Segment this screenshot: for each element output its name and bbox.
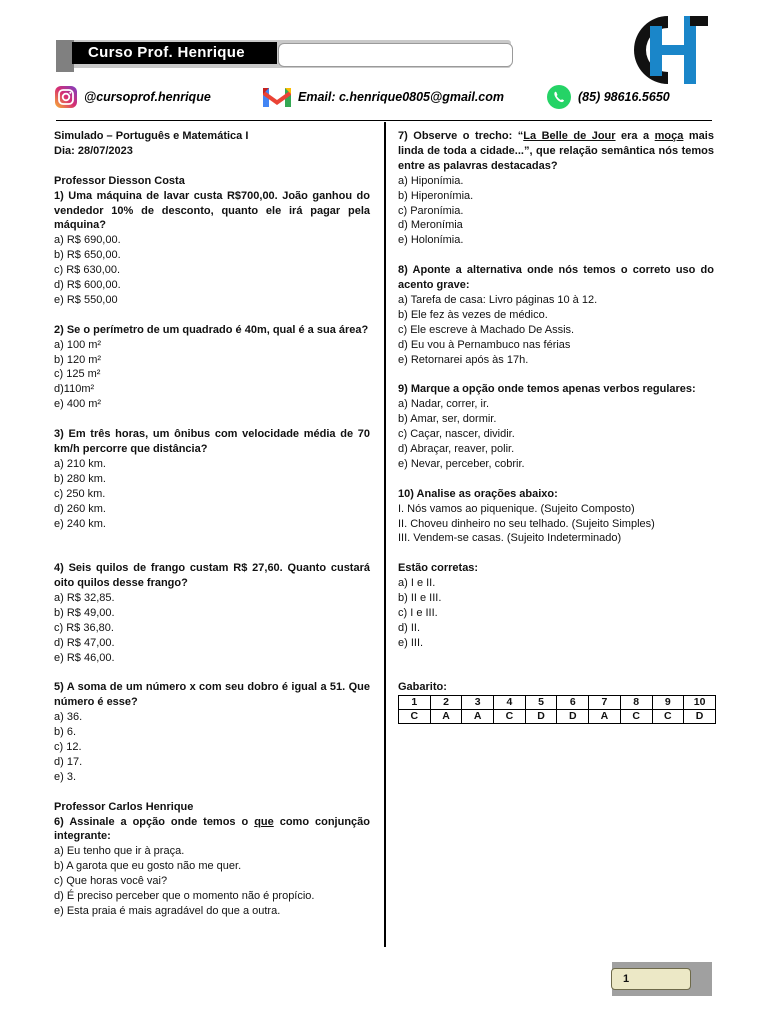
whatsapp-contact[interactable] — [546, 84, 670, 110]
option: a) R$ 32,85. — [54, 592, 115, 605]
option: e) R$ 46,00. — [54, 651, 115, 664]
option: a) Nadar, correr, ir. — [398, 398, 490, 411]
question-10-prompt: Estão corretas: — [398, 562, 479, 575]
option: a) 210 km. — [54, 457, 106, 470]
option: a) Tarefa de casa: Livro páginas 10 à 12. — [398, 293, 598, 306]
answer-key-answer: A — [462, 710, 494, 724]
option: c) Que horas você vai? — [54, 875, 168, 888]
option: b) 6. — [54, 726, 77, 739]
option: d) R$ 47,00. — [54, 636, 115, 649]
question-8: 8) Aponte a alternativa onde nós temos o correto uso do acento grave: — [398, 264, 714, 292]
question-6-options — [54, 844, 370, 919]
question-7-options — [398, 174, 714, 249]
option: d) É preciso perceber que o momento não é propício. — [54, 890, 315, 903]
instagram-contact[interactable] — [54, 84, 211, 110]
question-6-underlined-word: que — [254, 815, 274, 828]
question-6-text: 6) Assinale a opção onde temos o — [54, 815, 255, 828]
question-6 — [54, 815, 370, 845]
answer-key-number: 7 — [589, 696, 621, 710]
answer-key-number: 8 — [620, 696, 652, 710]
option: d) Meronímia — [398, 219, 463, 232]
option: e) Esta praia é mais agradável do que a outra. — [54, 905, 281, 918]
email-address: Email: c.henrique0805@gmail.com — [298, 90, 505, 104]
question-10: 10) Analise as orações abaixo: — [398, 487, 558, 500]
question-9-options — [398, 397, 714, 472]
statement: II. Choveu dinheiro no seu telhado. (Sujeito Simples) — [398, 517, 655, 530]
answer-key-table — [398, 695, 716, 724]
answer-key-number: 2 — [430, 696, 462, 710]
option: a) 36. — [54, 711, 83, 724]
answer-key-answer: C — [494, 710, 526, 724]
question-4: 4) Seis quilos de frango custam R$ 27,60. Quanto custará oito quilos desse frango? — [54, 562, 370, 590]
option: e) III. — [398, 636, 424, 649]
question-7-text: 7) Observe o trecho: “ — [398, 130, 524, 142]
exam-title: Simulado – Português e Matemática I — [54, 130, 249, 142]
option: b) 280 km. — [54, 472, 106, 485]
option: a) Hiponímia. — [398, 174, 464, 187]
option: a) Eu tenho que ir à praça. — [54, 845, 185, 858]
option: c) 12. — [54, 741, 82, 754]
option: d) Abraçar, reaver, polir. — [398, 443, 515, 455]
answer-key-answer: D — [684, 710, 716, 724]
option: a) I e II. — [398, 577, 436, 590]
option: d) 260 km. — [54, 502, 106, 515]
professor-name: Professor Carlos Henrique — [54, 800, 194, 813]
option: b) Amar, ser, dormir. — [398, 413, 497, 426]
instagram-icon — [54, 85, 78, 109]
question-9: 9) Marque a opção onde temos apenas verbos regulares: — [398, 383, 696, 396]
option: b) Hiperonímia. — [398, 189, 474, 202]
option: c) Paronímia. — [398, 204, 464, 217]
question-3: 3) Em três horas, um ônibus com velocidade média de 70 km/h percorre que distância? — [54, 428, 370, 455]
whatsapp-number: (85) 98616.5650 — [578, 90, 670, 104]
option: d) Eu vou à Pernambuco nas férias — [398, 338, 571, 351]
answer-key-answers-row — [399, 710, 716, 724]
option: c) Caçar, nascer, dividir. — [398, 428, 515, 441]
option: d) 17. — [54, 755, 83, 768]
option: a) 100 m² — [54, 338, 102, 351]
question-10-statements — [398, 502, 714, 547]
option: e) 3. — [54, 770, 77, 783]
question-1-options — [54, 233, 370, 308]
answer-key-numbers-row — [399, 696, 716, 710]
option: a) R$ 690,00. — [54, 234, 121, 247]
answer-key-number: 3 — [462, 696, 494, 710]
header-divider — [56, 120, 712, 121]
question-5: 5) A soma de um número x com seu dobro é igual a 51. Que número é esse? — [54, 681, 370, 709]
answer-key-number: 5 — [525, 696, 557, 710]
answer-key-answer: D — [525, 710, 557, 724]
whatsapp-icon — [546, 84, 572, 110]
option: e) R$ 550,00 — [54, 293, 118, 306]
ch-logo-icon — [628, 12, 712, 88]
page-number: 1 — [611, 968, 691, 990]
professor-name: Professor Diesson Costa — [54, 174, 185, 187]
answer-key-number: 4 — [494, 696, 526, 710]
answer-key-answer: A — [589, 710, 621, 724]
answer-key-answer: A — [430, 710, 462, 724]
question-7-text: era a — [615, 130, 655, 142]
email-contact[interactable] — [262, 84, 504, 110]
answer-key-number: 9 — [652, 696, 684, 710]
option: c) I e III. — [398, 606, 438, 619]
exam-date: Dia: 28/07/2023 — [54, 144, 133, 157]
instagram-handle: @cursoprof.henrique — [84, 90, 211, 104]
question-7-text: mais linda de toda a cidade...”, que relação semântica nós temos entre as palavras destacadas? — [398, 130, 714, 172]
question-10-options — [398, 576, 714, 651]
answer-key-answer: C — [620, 710, 652, 724]
option: e) Retornarei após às 17h. — [398, 353, 529, 366]
answer-key-answer: C — [652, 710, 684, 724]
option: c) Ele escreve à Machado De Assis. — [398, 323, 575, 336]
right-column — [398, 129, 714, 724]
question-4-options — [54, 591, 370, 666]
option: c) R$ 36,80. — [54, 621, 114, 634]
option: b) R$ 49,00. — [54, 606, 115, 619]
question-3-options — [54, 457, 370, 532]
option: c) 125 m² — [54, 368, 101, 381]
question-7 — [398, 129, 714, 174]
option: b) Ele fez às vezes de médico. — [398, 308, 548, 321]
header-blank-field — [278, 43, 513, 67]
question-1: 1) Uma máquina de lavar custa R$700,00. João ganhou do vendedor 10% de desconto, quanto ele irá pagar pela máquina? — [54, 189, 370, 232]
question-5-options — [54, 710, 370, 785]
statement: III. Vendem-se casas. (Sujeito Indeterminado) — [398, 532, 622, 545]
option: e) 240 km. — [54, 517, 106, 530]
gmail-icon — [262, 86, 292, 108]
question-7-underlined-term: La Belle de Jour — [523, 130, 616, 142]
option: d) R$ 600,00. — [54, 279, 121, 292]
option: e) Holonímia. — [398, 234, 464, 247]
course-title: Curso Prof. Henrique — [72, 42, 277, 64]
option: c) R$ 630,00. — [54, 264, 121, 277]
question-2-options — [54, 338, 370, 413]
answer-key-number: 10 — [684, 696, 716, 710]
column-divider — [384, 122, 386, 947]
option: d) II. — [398, 621, 421, 634]
left-column — [54, 129, 370, 919]
question-2: 2) Se o perímetro de um quadrado é 40m, qual é a sua área? — [54, 323, 369, 336]
answer-key-number: 1 — [399, 696, 431, 710]
option: d)110m² — [54, 383, 95, 396]
option: e) 400 m² — [54, 398, 102, 411]
answer-key-answer: C — [399, 710, 431, 724]
option: b) II e III. — [398, 592, 442, 605]
answer-key-answer: D — [557, 710, 589, 724]
statement: I. Nós vamos ao piquenique. (Sujeito Composto) — [398, 502, 635, 515]
question-6-text-end: como conjunção integrante: — [54, 815, 370, 843]
option: b) A garota que eu gosto não me quer. — [54, 860, 242, 873]
answer-key-label: Gabarito: — [398, 681, 447, 694]
option: b) R$ 650,00. — [54, 249, 121, 262]
option: b) 120 m² — [54, 353, 102, 366]
option: e) Nevar, perceber, cobrir. — [398, 457, 525, 470]
answer-key-number: 6 — [557, 696, 589, 710]
question-8-options — [398, 293, 714, 368]
question-7-underlined-term: moça — [654, 130, 684, 142]
option: c) 250 km. — [54, 487, 106, 500]
